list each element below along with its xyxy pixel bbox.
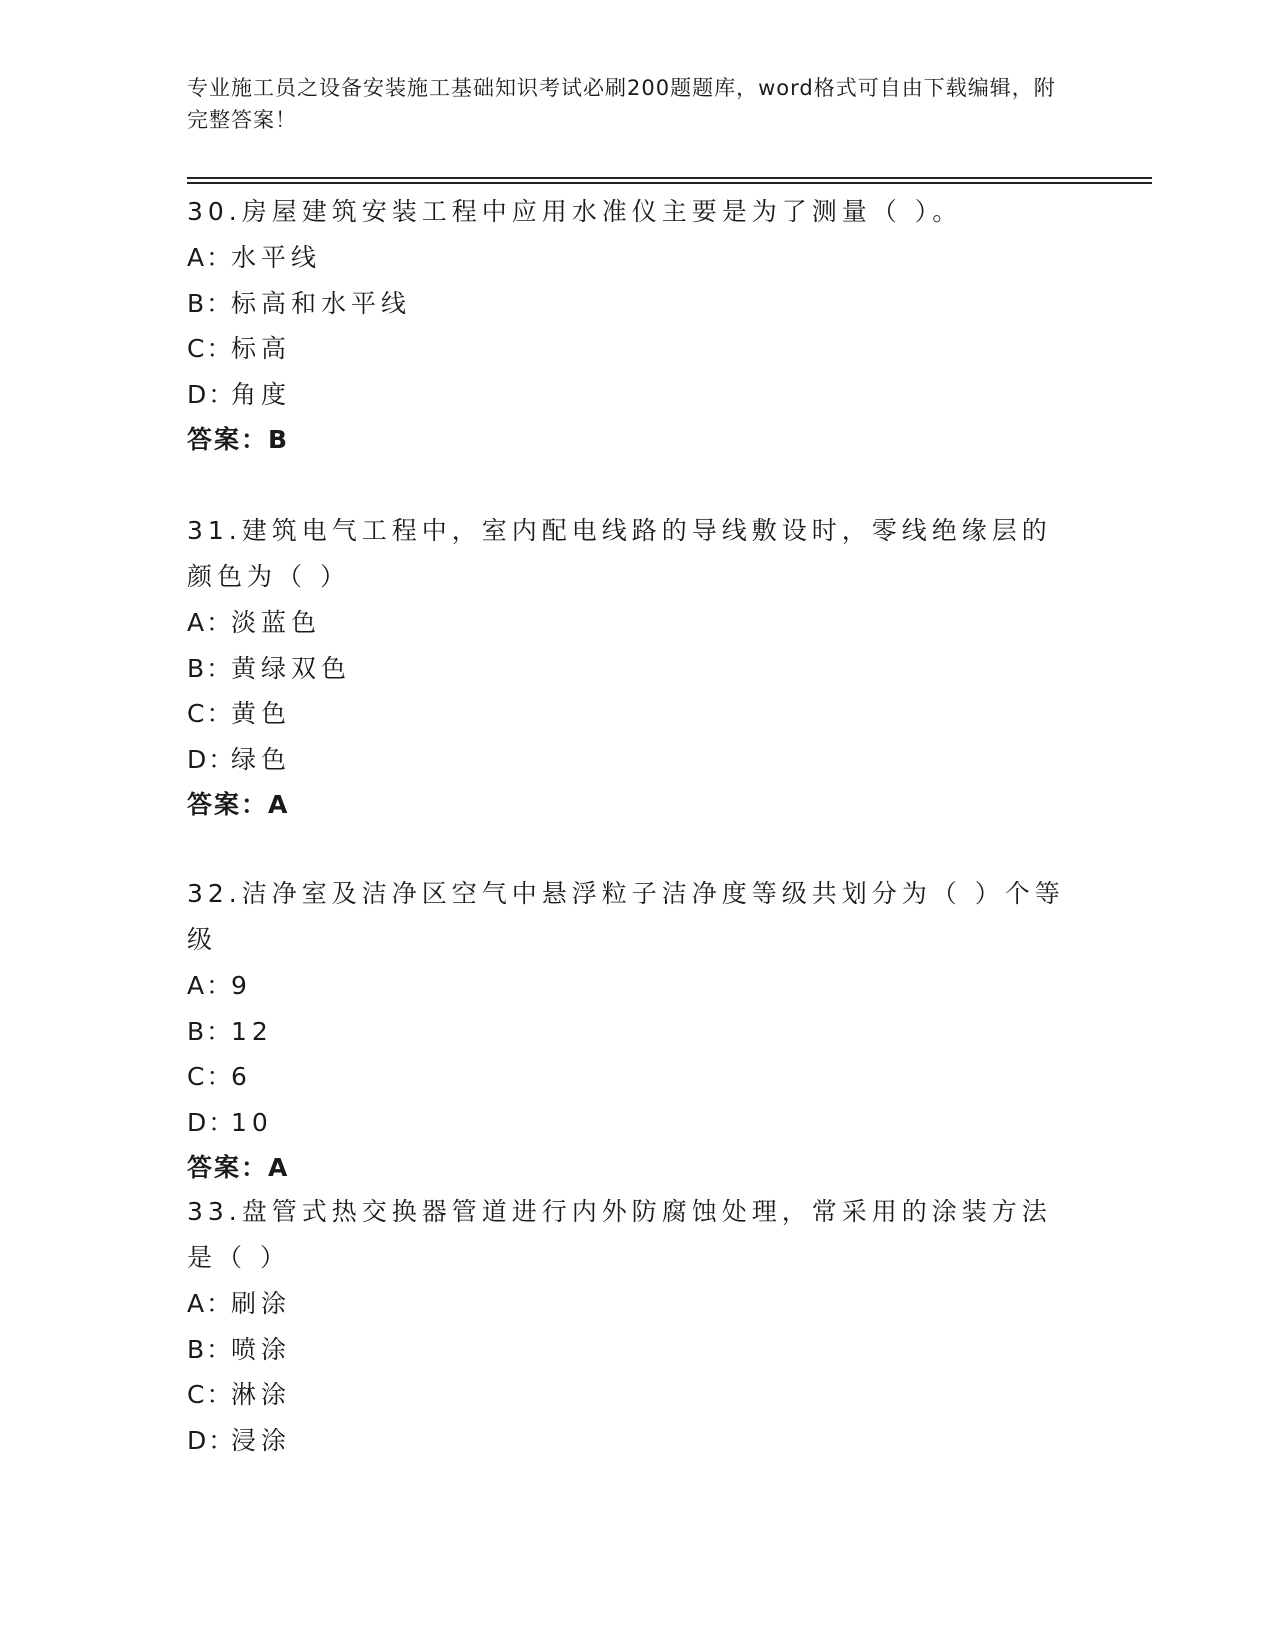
question-number: 32. <box>187 879 242 908</box>
option-d <box>187 1418 1087 1464</box>
header-divider-top <box>187 177 1152 179</box>
answer-line: 答案：B <box>187 425 290 454</box>
option-letter: C： <box>187 1062 234 1091</box>
question-text <box>187 871 1067 963</box>
option-text: 角度 <box>231 379 292 409</box>
option-text: 9 <box>231 971 252 1000</box>
option-a <box>187 963 1087 1009</box>
option-text: 标高 <box>231 334 292 363</box>
option-text: 淋涂 <box>231 1380 292 1409</box>
question-stem: 盘管式热交换器管道进行内外防腐蚀处理，常采用的涂装方法是（ ） <box>187 1197 1052 1272</box>
option-letter: C： <box>187 1380 234 1409</box>
option-b <box>187 1009 1087 1055</box>
question-text <box>187 508 1067 600</box>
question-stem: 建筑电气工程中，室内配电线路的导线敷设时，零线绝缘层的颜色为（ ） <box>187 516 1052 591</box>
option-a <box>187 600 1087 646</box>
question-number: 31. <box>187 516 242 545</box>
option-a <box>187 1281 1087 1327</box>
option-d <box>187 1100 1087 1146</box>
option-letter: D： <box>187 379 236 409</box>
question-32 <box>187 871 1087 1191</box>
option-a <box>187 235 1087 281</box>
question-stem: 房屋建筑安装工程中应用水准仪主要是为了测量（ ）。 <box>241 197 963 226</box>
option-text: 水平线 <box>231 243 322 272</box>
question-text <box>187 189 1067 235</box>
option-text: 黄色 <box>231 699 292 728</box>
option-letter: B： <box>187 1334 234 1364</box>
option-letter: A： <box>187 1289 234 1318</box>
question-stem: 洁净室及洁净区空气中悬浮粒子洁净度等级共划分为（ ）个等级 <box>187 879 1065 954</box>
option-c <box>187 1054 1087 1100</box>
option-text: 12 <box>231 1016 273 1046</box>
option-text: 刷涂 <box>231 1289 292 1318</box>
document-header: 专业施工员之设备安装施工基础知识考试必刷200题题库，word格式可自由下载编辑，附完整答案！ <box>187 76 1056 132</box>
option-text: 黄绿双色 <box>231 653 352 683</box>
header-divider-bottom <box>187 182 1152 184</box>
option-c <box>187 326 1087 372</box>
option-letter: B： <box>187 653 234 683</box>
option-letter: D： <box>187 1425 236 1455</box>
question-33 <box>187 1189 1087 1463</box>
option-letter: A： <box>187 971 234 1000</box>
option-b <box>187 1327 1087 1373</box>
option-text: 喷涂 <box>231 1334 292 1364</box>
option-letter: A： <box>187 608 234 637</box>
question-text <box>187 1189 1067 1281</box>
option-b <box>187 646 1087 692</box>
option-letter: B： <box>187 1016 234 1046</box>
question-number: 30. <box>187 197 242 226</box>
option-d <box>187 372 1087 418</box>
option-text: 10 <box>231 1107 273 1137</box>
option-letter: A： <box>187 243 234 272</box>
option-text: 淡蓝色 <box>231 608 322 637</box>
option-letter: C： <box>187 699 234 728</box>
question-31 <box>187 508 1087 828</box>
option-letter: D： <box>187 744 236 774</box>
option-c <box>187 691 1087 737</box>
option-text: 标高和水平线 <box>231 288 412 318</box>
option-d <box>187 737 1087 783</box>
option-letter: D： <box>187 1107 236 1137</box>
answer-line: 答案：A <box>187 790 290 819</box>
option-letter: B： <box>187 288 234 318</box>
answer-line: 答案：A <box>187 1153 290 1182</box>
option-text: 浸涂 <box>231 1425 292 1455</box>
option-text: 6 <box>231 1062 252 1091</box>
option-b <box>187 281 1087 327</box>
question-number: 33. <box>187 1197 242 1226</box>
option-c <box>187 1372 1087 1418</box>
question-30 <box>187 189 1087 463</box>
option-text: 绿色 <box>231 744 292 774</box>
option-letter: C： <box>187 334 234 363</box>
